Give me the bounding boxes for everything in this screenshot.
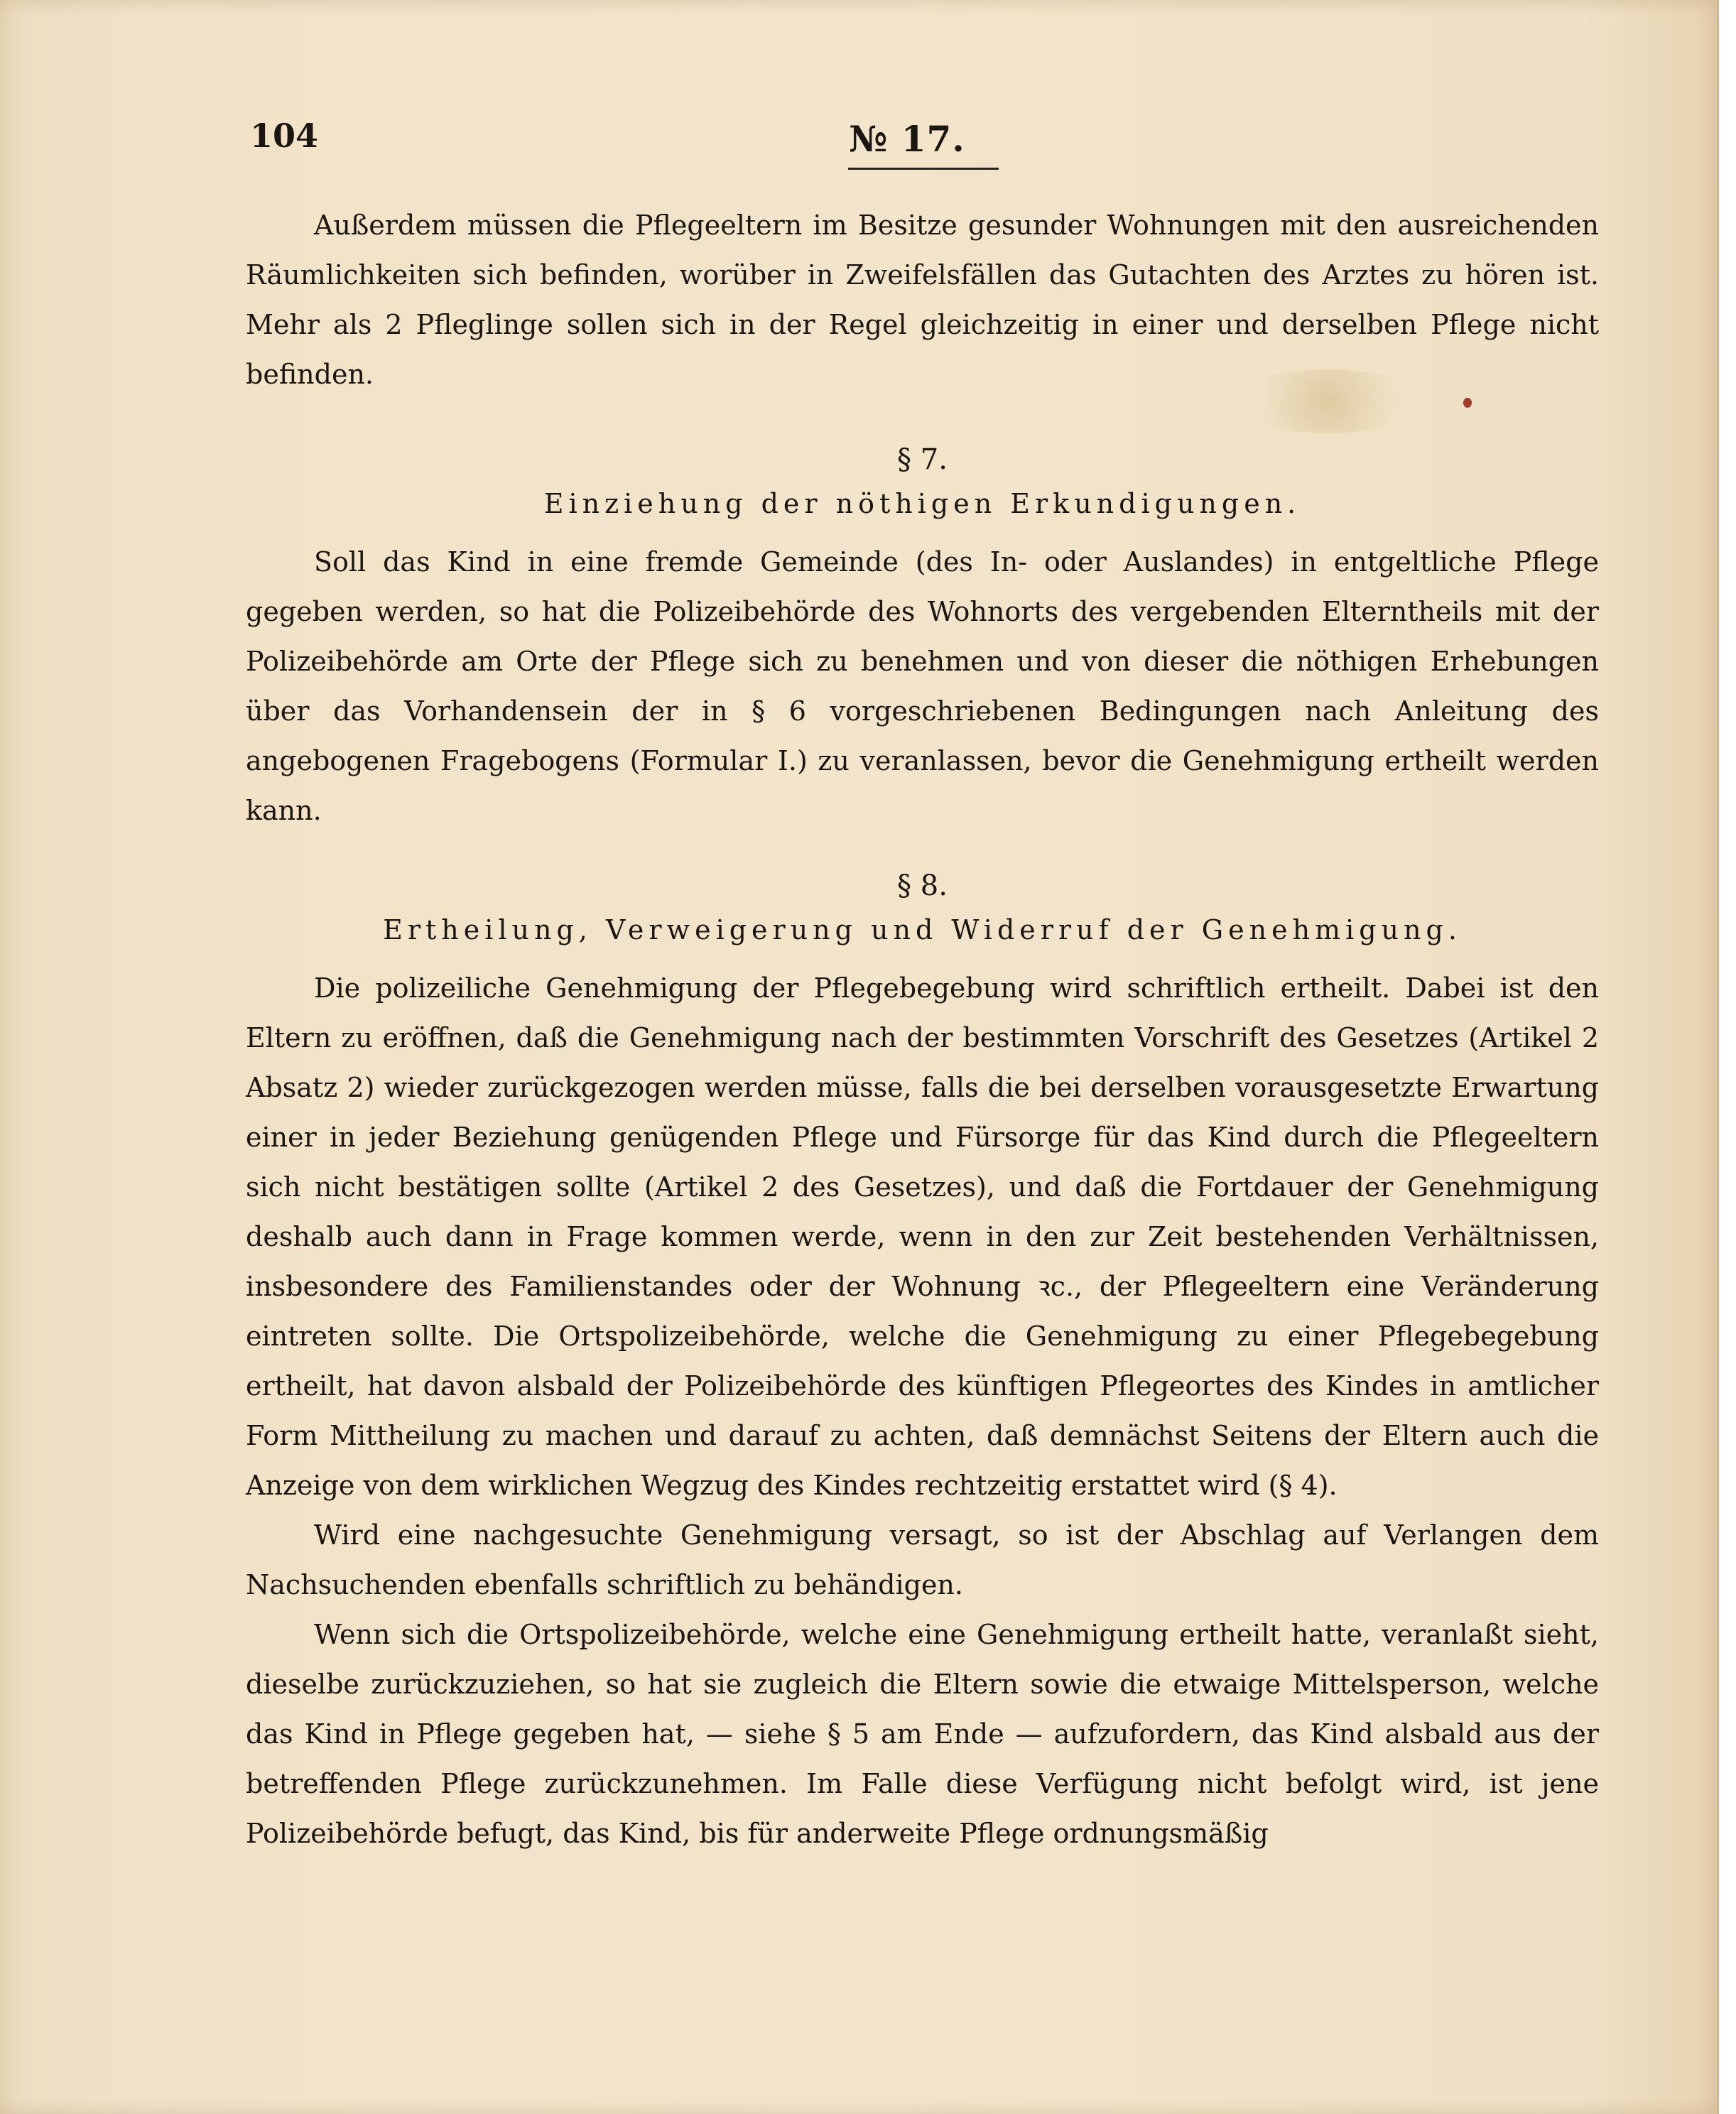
section-7-title: Einziehung der nöthigen Erkundigungen.: [543, 488, 1301, 519]
paragraph-revocation: Wenn sich die Ortspolizeibehörde, welche eine Genehmigung ertheilt hatte, veranlaßt sieht, dieselbe zurückzuziehen, so hat sie zugleich die Eltern sowie die etwaige Mittelsperson, welche das Kind in Pflege gegeben hat, — siehe § 5 am Ende — aufzufordern, das Kind alsbald aus der betreffenden Pflege zurückzunehmen. Im Falle diese Verfügung nicht befolgt wird, ist jene Polizeibehörde befugt, das Kind, bis für anderweite Pflege ordnungsmäßig: [246, 1619, 1599, 1849]
page-header: [0, 107, 1719, 170]
paragraph-foreign-community: Soll das Kind in eine fremde Gemeinde (des In- oder Auslandes) in entgeltliche Pflege gegeben werden, so hat die Polizeibehörde des Wohnorts des vergebenden Elterntheils mit der Polizeibehörde am Orte der Pflege sich zu benehmen und von dieser die nöthigen Erhebungen über das Vorhandensein der in § 6 vorgeschriebenen Bedingungen nach Anleitung des angebogenen Fragebogens (Formular I.) zu veranlassen, bevor die Genehmigung ertheilt werden kann.: [246, 546, 1599, 826]
spacer: [246, 526, 1599, 537]
section-8-number: § 8.: [897, 869, 948, 902]
header-underline: [848, 168, 999, 170]
section-7-number: § 7.: [897, 443, 948, 476]
paragraph-written-approval: Die polizeiliche Genehmigung der Pflegebegebung wird schriftlich ertheilt. Dabei ist den Eltern zu eröffnen, daß die Genehmigung nach der bestimmten Vorschrift des Gesetzes (Artikel 2 Absatz 2) wieder zurückgezogen werden müsse, falls die bei derselben vorausgesetzte Erwartung einer in jeder Beziehung genügenden Pflege und Fürsorge für das Kind durch die Pflegeeltern sich nicht bestätigen sollte (Artikel 2 des Gesetzes), und daß die Fortdauer der Genehmigung deshalb auch dann in Frage kommen werde, wenn in den zur Zeit bestehenden Verhältnissen, insbesondere des Familienstandes oder der Wohnung ꝛc., der Pflegeeltern eine Veränderung eintreten sollte. Die Ortspolizeibehörde, welche die Genehmigung zu einer Pflegebegebung ertheilt, hat davon alsbald der Polizeibehörde des künftigen Pflegeortes des Kindes in amtlicher Form Mittheilung zu machen und darauf zu achten, daß demnächst Seitens der Eltern auch die Anzeige von dem wirklichen Wegzug des Kindes rechtzeitig erstattet wird (§ 4).: [246, 972, 1599, 1501]
spacer: [246, 399, 1599, 438]
page-edge: [1718, 0, 1736, 2114]
paragraph-dwellings: Außerdem müssen die Pflegeeltern im Besitze gesunder Wohnungen mit den ausreichenden Räumlichkeiten sich befinden, worüber in Zweifelsfällen das Gutachten des Arztes zu hören ist. Mehr als 2 Pfleglinge sollen sich in der Regel gleichzeitig in einer und derselben Pflege nicht befinden.: [246, 210, 1599, 390]
spacer: [246, 835, 1599, 864]
spacer: [246, 952, 1599, 963]
body-text: [246, 200, 1599, 1858]
page-number: 104: [250, 116, 319, 155]
issue-number: № 17.: [849, 118, 965, 160]
section-8-title: Ertheilung, Verweigerung und Widerruf der Genehmigung.: [383, 914, 1462, 945]
paragraph-refusal: Wird eine nachgesuchte Genehmigung versagt, so ist der Abschlag auf Verlangen dem Nachsuchenden ebenfalls schriftlich zu behändigen.: [246, 1519, 1599, 1600]
